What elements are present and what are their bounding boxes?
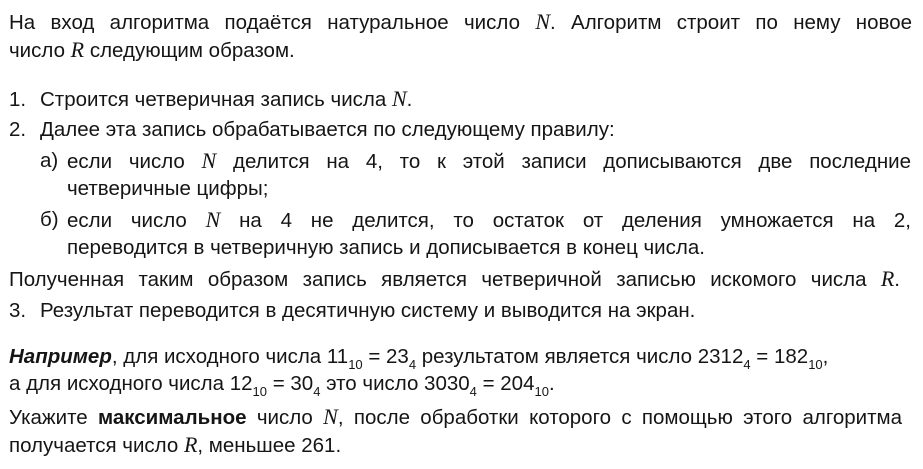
subitem-marker: б): [40, 208, 59, 231]
example-text: это число 3030: [320, 372, 470, 395]
subitem-a-line-2: [67, 175, 268, 203]
variable-n: N: [201, 148, 217, 173]
step-number: 3.: [9, 299, 27, 322]
base-subscript: 10: [252, 384, 268, 399]
intro-text: следующим образом.: [84, 39, 295, 62]
intro-text: На вход алгоритма подаётся натуральное число: [9, 11, 536, 34]
result-line: [9, 265, 900, 294]
subitem-a-mark: [40, 147, 58, 175]
task-line-1: [9, 403, 902, 432]
base-subscript: 4: [469, 384, 477, 399]
example-text: а для исходного числа 12: [9, 372, 253, 395]
intro-text: число: [9, 39, 71, 62]
variable-n: N: [535, 9, 550, 34]
task-line-2: [9, 431, 341, 460]
example-text: .: [548, 372, 555, 395]
result-text: Полученная таким образом запись является четверичной записью искомого числа: [9, 268, 881, 291]
step-number: 2.: [9, 118, 27, 141]
step-text: Результат переводится в десятичную систему и выводится на экран.: [40, 299, 696, 322]
example-line-2: [9, 370, 555, 398]
step-text: Строится четверичная запись числа: [40, 88, 392, 111]
subitem-b-mark: [40, 206, 59, 234]
base-subscript: 4: [313, 384, 321, 399]
example-label: Например: [9, 345, 112, 368]
task-emphasis: максимальное: [97, 406, 247, 429]
intro-line-2: [9, 36, 295, 65]
task-text: Укажите: [9, 406, 98, 429]
example-line-1: [9, 343, 828, 371]
base-subscript: 10: [534, 384, 549, 399]
example-text: результатом является число 2312: [416, 345, 744, 368]
variable-n: N: [323, 404, 338, 429]
step-number: 1.: [9, 88, 27, 111]
step-1: [9, 85, 412, 114]
example-text: = 182: [750, 345, 809, 368]
step-3: [9, 297, 695, 325]
subitem-text: переводится в четверичную запись и дописывается в конец числа.: [67, 236, 705, 259]
task-text: , после обработки которого с помощью этого алгоритма: [337, 406, 903, 429]
example-text: , для исходного числа 11: [111, 345, 349, 368]
step-2: [9, 116, 615, 144]
example-text: = 30: [267, 372, 314, 395]
task-text: получается число: [9, 434, 184, 457]
base-subscript: 4: [743, 357, 751, 372]
subitem-b-line-1: [67, 206, 911, 235]
subitem-marker: а): [40, 149, 59, 172]
intro-line-1: [9, 8, 912, 37]
subitem-b-line-2: [67, 234, 705, 262]
variable-n: N: [205, 207, 221, 232]
example-text: ,: [822, 345, 829, 368]
subitem-text: если число: [67, 209, 206, 232]
variable-r: R: [183, 432, 198, 457]
example-text: = 204: [476, 372, 535, 395]
intro-text: . Алгоритм строит по нему новое: [550, 11, 912, 34]
subitem-text: если число: [67, 150, 202, 173]
task-text: число: [246, 406, 324, 429]
base-subscript: 10: [348, 357, 363, 372]
base-subscript: 4: [408, 357, 417, 372]
variable-n: N: [391, 86, 407, 111]
subitem-text: на 4 не делится, то остаток от деления умножается на 2,: [220, 209, 911, 232]
step-text: Далее эта запись обрабатывается по следующему правилу:: [40, 118, 615, 141]
example-text: = 23: [362, 345, 409, 368]
task-text: , меньшее 261.: [197, 434, 342, 457]
subitem-text: четверичные цифры;: [67, 177, 269, 200]
step-text: .: [406, 88, 413, 111]
subitem-a-line-1: [67, 147, 911, 176]
variable-r: R: [880, 266, 895, 291]
subitem-text: делится на 4, то к этой записи дописываются две последние: [216, 150, 911, 173]
base-subscript: 10: [808, 357, 823, 372]
result-text: .: [894, 268, 900, 291]
variable-r: R: [70, 37, 85, 62]
